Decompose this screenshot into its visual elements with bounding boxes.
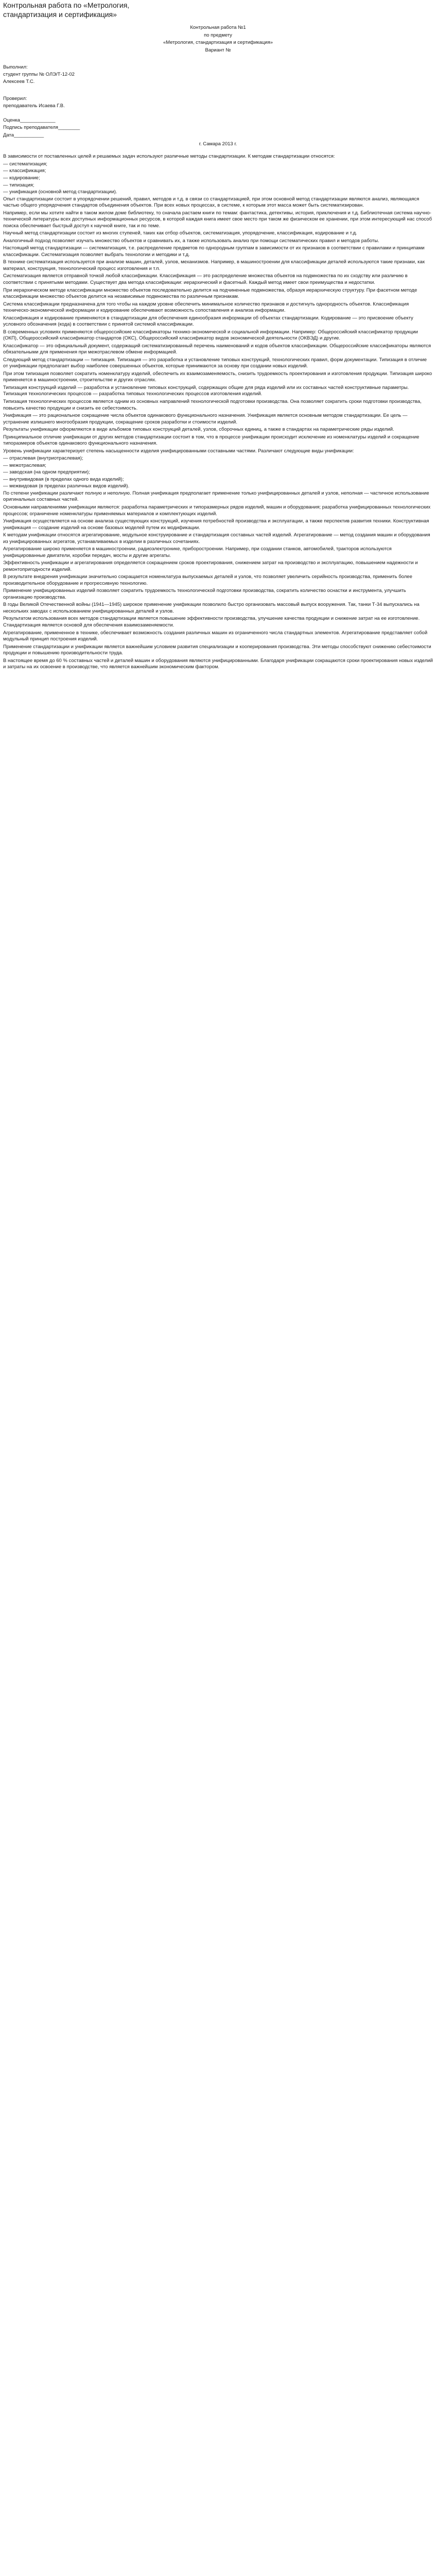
paragraph: В годы Великой Отечественной войны (1941—1945) широкое применение унификации позволило быстро организовать массовый выпуск вооружения. Так, танки Т-34 выпускались на нескольких заводах с использованием унифицированных деталей и узлов.	[3, 602, 420, 614]
header-line: «Метрология, стандартизация и сертификация»	[163, 40, 273, 46]
paragraph: В настоящее время до 60 % составных частей и деталей машин и оборудования являются унифицированными. Благодаря унификации сокращаются сроки проектирования новых изделий и затраты на их освоение в производстве, что является важнейшим экономическим фактором.	[3, 657, 433, 670]
paragraph: Типизация конструкций изделий — разработка и установление типовых конструкций, содержащих общие для ряда изделий или их составных частей конструктивные параметры. Типизация технологических процессов — разработка типовых технологических процессов изготовления изделий.	[3, 384, 409, 397]
paragraph: Применение унифицированных изделий позволяет сократить трудоемкость технологической подготовки производства, сократить количество оснастки и инструмента, улучшить организацию производства.	[3, 588, 406, 600]
list-item: — кодирование;	[3, 175, 40, 181]
list-item: — межотраслевая;	[3, 462, 46, 468]
paragraph: В результате внедрения унификации значительно сокращается номенклатура выпускаемых деталей и узлов, что позволяет увеличить серийность производства, применить более производительное оборудование и прогрессивную технологию.	[3, 574, 412, 586]
checker-block	[3, 95, 433, 139]
paragraph: В современных условиях применяются общероссийские классификаторы технико-экономической и социальной информации. Например: Общероссийский классификатор продукции (ОКП), Общероссийский классификатор стандартов (ОКС), Общероссийский классификатор видов экономической деятельности (ОКВЭД) и другие.	[3, 329, 418, 342]
list-item: — унификация (основной метод стандартизации).	[3, 189, 117, 195]
paragraph: В технике систематизация используется при анализе машин, деталей, узлов, механизмов. Например, в машиностроении для классификации деталей используются такие признаки, как материал, конструкция, технологический процесс изготовления и т.п.	[3, 259, 425, 272]
checker-line: Проверил:	[3, 95, 27, 101]
header-line: по предмету	[204, 32, 232, 38]
paragraph: Принципиальное отличие унификации от других методов стандартизации состоит в том, что в процессе унификации происходит исключение из номенклатуры изделий и сокращение типоразмеров объектов одинакового функционального назначения.	[3, 434, 420, 447]
paragraph: Результатом использования всех методов стандартизации является повышение эффективности производства, улучшение качества продукции и снижение затрат на ее изготовление. Стандартизация является основой для обеспечения взаимозаменяемости.	[3, 616, 420, 628]
paragraph: Опыт стандартизации состоит в упорядочении решений, правил, методов и т.д. в связи со стандартизацией, при этом основной метод стандартизации являются анализ, являющаяся частью общего упорядочения стандартов объединения объектов. При всех новых процессах, в системе, к которым этот масса может быть систематизирован.	[3, 196, 420, 209]
header-line: Контрольная работа №1	[190, 25, 246, 30]
paragraph: Настоящий метод стандартизации — систематизация, т.е. распределение предметов по однородным группам в зависимости от их признаков в соответствии с правилами и принципами классификации. Систематизация позволяет выбрать технологии и методики и т.д.	[3, 245, 425, 258]
signature-line: Подпись преподавателя________	[3, 125, 80, 131]
checker-line: преподаватель Исаева Г.В.	[3, 103, 65, 109]
paragraph: Унификация — это рациональное сокращение числа объектов одинакового функционального назначения. Унификация является основным методом стандартизации. Ее цель — устранение излишнего многообразия продукции, сокращение сроков разработки и стоимости изделий.	[3, 413, 408, 425]
performer-line: студент группы № ОЛЭ/Т-12-02	[3, 72, 75, 78]
list-item: — межвидовая (в пределах различных видов изделий).	[3, 483, 130, 489]
document-title: Контрольная работа по «Метрология, стандартизация и сертификация»	[3, 1, 130, 19]
list-item: — классификация;	[3, 168, 46, 174]
document-body	[3, 154, 433, 670]
paragraph: Научный метод стандартизации состоит из многих ступеней, таких как отбор объектов, систематизация, упорядочение, классификация, кодирование и т.д.	[3, 230, 357, 236]
list-item: — систематизация;	[3, 161, 47, 167]
title-page-header	[3, 24, 433, 55]
list-item: — типизация;	[3, 182, 34, 188]
paragraph: По степени унификации различают полную и неполную. Полная унификация предполагает применение только унифицированных деталей и узлов, неполная — частичное использование оригинальных составных частей.	[3, 490, 429, 503]
paragraph: При иерархическом методе классификации множество объектов последовательно делится на подчиненные подмножества, образуя иерархическую структуру. При фасетном методе классификации множество объектов делится на независимые подмножества по различным признакам.	[3, 287, 417, 300]
date-line: Дата___________	[3, 132, 44, 138]
paragraph: Следующий метод стандартизации — типизация. Типизация — это разработка и установление типовых конструкций, технологических правил, форм документации. Типизация в отличие от унификации предполагает выбор наиболее совершенных объектов, которые принимаются за основу при создании новых изделий.	[3, 357, 427, 369]
paragraph: Эффективность унификации и агрегатирования определяется сокращением сроков проектирования, снижением затрат на производство и эксплуатацию, повышением надежности и ремонтопригодности изделий.	[3, 560, 418, 572]
paragraph: Система классификации предназначена для того чтобы на каждом уровне обеспечить минимальное количество признаков и достигнуть однородность объектов. Классификация техническо-экономической информации и кодирование обеспечивают возможность сопоставления и анализа информации.	[3, 301, 409, 314]
performer-line: Алексеев Т.С.	[3, 79, 35, 85]
paragraph: Уровень унификации характеризует степень насыщенности изделия унифицированными составными частями. Различают следующие виды унификации:	[3, 448, 354, 454]
paragraph: Аналогичный подход позволяет изучать множество объектов и сравнивать их, а также использовать анализ при помощи систематических правил и методов работы.	[3, 238, 379, 244]
paragraph: Применение стандартизации и унификации является важнейшим условием развития специализации и кооперирования производства. Эти методы способствуют снижению себестоимости продукции и повышению производительности труда.	[3, 643, 431, 656]
paragraph: Систематизация является отправной точкой любой классификации. Классификация — это распределение множества объектов на подмножества по их сходству или различию в соответствии с принятыми методами. Существует два метода классификации: иерархический и фасетный. Каждый метод имеет свои преимущества и недостатки.	[3, 273, 408, 285]
performer-block	[3, 64, 433, 86]
paragraph: Классификатор — это официальный документ, содержащий систематизированный перечень наименований и кодов объектов классификации. Общероссийские классификаторы являются обязательными для применения при межотраслевом обмене информацией.	[3, 343, 431, 355]
paragraph: Например, если мы хотите найти в таком жилом доме библиотеку, то сначала растаем книги по темам: фантастика, детективы, история, приключения и т.д. Библиотечная система научно-технической литературы всех доступных информационных ресурсов, в которой каждая книга имеет свое место при таком же физическом ее хранении, при этом интересующий нас способ поиска обеспечивает быстрый доступ к научной книге, так и по теме.	[3, 210, 432, 229]
document-page	[0, 0, 436, 671]
paragraph: Классификация и кодирование применяются в стандартизации для обеспечения единообразия информации об объектах стандартизации. Кодирование — это присвоение объекту условного обозначения (кода) в соответствии с принятой системой классификации.	[3, 315, 413, 328]
paragraph: В зависимости от поставленных целей и решаемых задач используют различные методы стандартизации. К методам стандартизации относятся:	[3, 154, 335, 160]
paragraph: Агрегатирование широко применяется в машиностроении, радиоэлектронике, приборостроении. Например, при создании станков, автомобилей, тракторов используются унифицированные двигатели, коробки передач, мосты и другие агрегаты.	[3, 546, 392, 558]
list-item: — отраслевая (внутриотраслевая);	[3, 455, 83, 462]
paragraph: Унификация осуществляется на основе анализа существующих конструкций, изучения потребностей производства и эксплуатации, а также перспектив развития техники. Конструктивная унификация — создание изделий на основе базовых моделей путем их модификации.	[3, 518, 429, 531]
city-year: г. Самара 2013 г.	[199, 141, 237, 147]
header-line: Вариант №	[205, 47, 231, 54]
paragraph: Основными направлениями унификации являются: разработка параметрических и типоразмерных рядов изделий, машин и оборудования; разработка унифицированных технологических процессов; ограничение номенклатуры применяемых материалов и комплектующих изделий.	[3, 504, 431, 517]
performer-line: Выполнил:	[3, 64, 28, 70]
paragraph: При этом типизация позволяет сократить номенклатуру изделий, обеспечить их взаимозаменяемость, снизить трудоемкость проектирования и изготовления продукции. Типизация широко применяется в машиностроении, строительстве и других отраслях.	[3, 370, 432, 383]
paragraph: Агрегатирование, примененное в технике, обеспечивает возможность создания различных машин из ограниченного числа стандартных элементов. Агрегатирование представляет собой модульный принцип построения изделий.	[3, 630, 428, 642]
paragraph: К методам унификации относятся агрегатирование, модульное конструирование и стандартизация составных частей изделий. Агрегатирование — метод создания машин и оборудования из унифицированных агрегатов, устанавливаемых в изделии в различных сочетаниях.	[3, 532, 430, 545]
paragraph: Результаты унификации оформляются в виде альбомов типовых конструкций деталей, узлов, сборочных единиц, а также в стандартах на параметрические ряды изделий.	[3, 427, 394, 433]
list-item: — внутривидовая (в пределах одного вида изделий);	[3, 476, 124, 482]
list-item: — заводская (на одном предприятии);	[3, 469, 90, 476]
paragraph: Типизация технологических процессов является одним из основных направлений технологической подготовки производства. Она позволяет сократить сроки подготовки производства, повысить качество продукции и снизить ее себестоимость.	[3, 399, 422, 411]
grade-line: Оценка_____________	[3, 117, 56, 124]
